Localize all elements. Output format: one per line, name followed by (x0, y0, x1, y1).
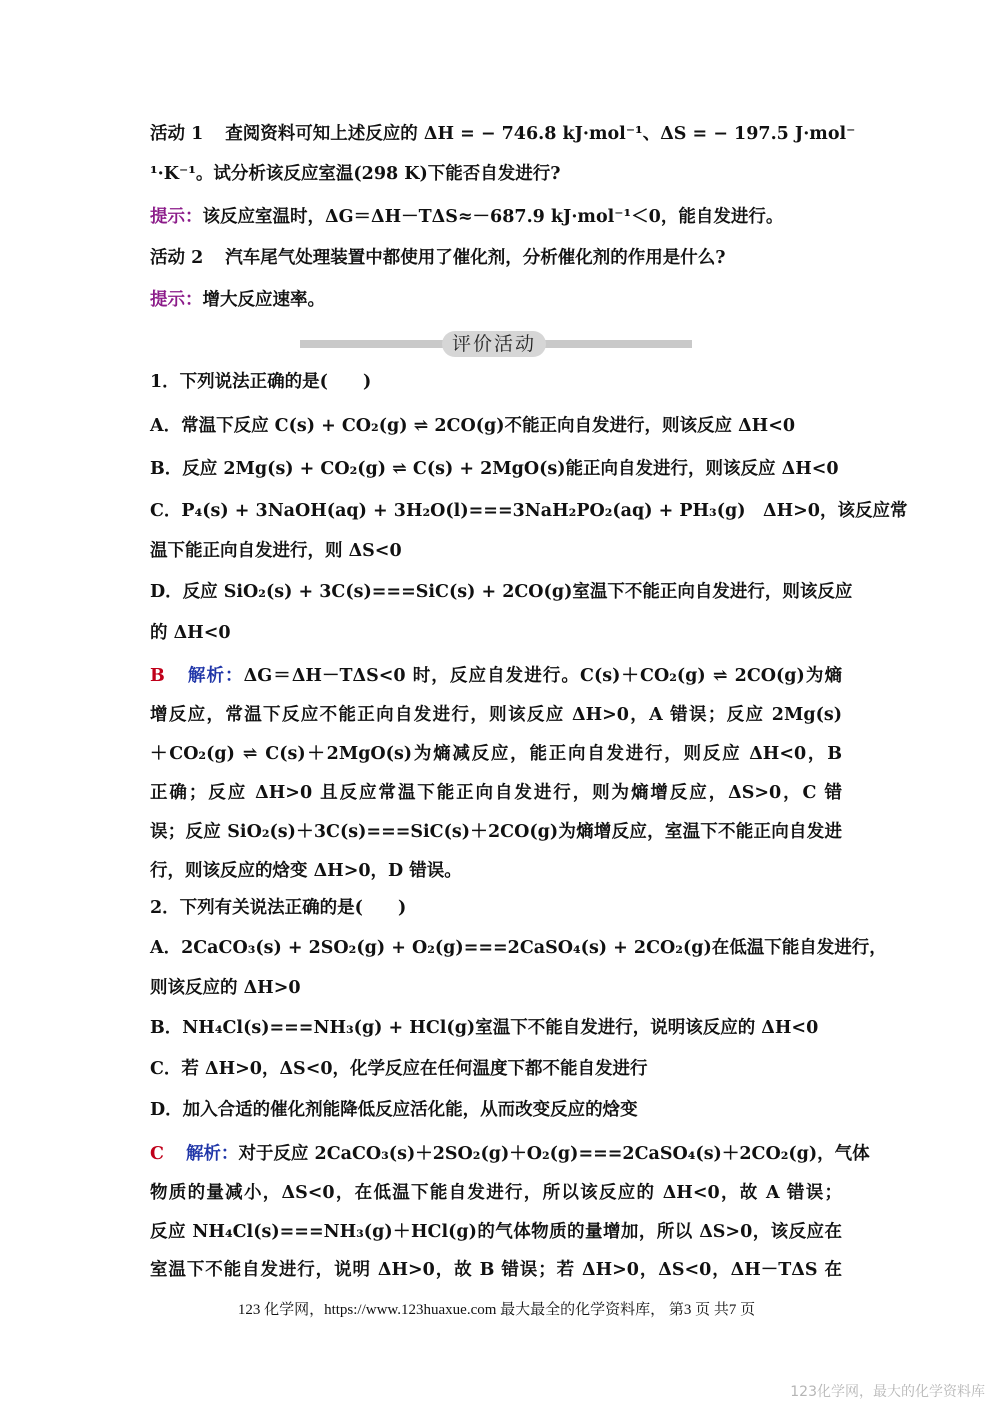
q2-analysis-line-2: 物质的量减小，ΔS<0，在低温下能自发进行，所以该反应的 ΔH<0，故 A 错误； (150, 1183, 842, 1203)
activity-1-line-1 (150, 122, 856, 146)
q2-analysis-text-1: 对于反应 2CaCO₃(s)＋2SO₂(g)＋O₂(g)===2CaSO₄(s)＋2CO₂(g)，气体 (238, 1144, 870, 1164)
q2-analysis-line-1 (150, 1142, 870, 1166)
q2-stem: 2．下列有关说法正确的是( ) (150, 898, 407, 918)
q1-analysis-line-3: ＋CO₂(g) ⇌ C(s)＋2MgO(s)为熵减反应，能正向自发进行，则反应 ΔH<0，B (150, 744, 842, 764)
hint-1 (150, 205, 842, 229)
activity-1-label: 活动 1 (150, 124, 204, 144)
q1-option-c-line-2: 温下能正向自发进行，则 ΔS<0 (150, 541, 402, 561)
q2-analysis-line-3: 反应 NH₄Cl(s)===NH₃(g)＋HCl(g)的气体物质的量增加，所以 ΔS>0，该反应在 (150, 1222, 842, 1242)
q2-option-d: D．加入合适的催化剂能降低反应活化能，从而改变反应的焓变 (150, 1100, 638, 1120)
watermark: 123化学网，最大的化学资料库 (790, 1384, 985, 1400)
q1-analysis-line-2: 增反应，常温下反应不能正向自发进行，则该反应 ΔH>0，A 错误；反应 2Mg(s) (150, 705, 842, 725)
activity-1-line-2: ¹·K⁻¹。试分析该反应室温(298 K)下能否自发进行? (150, 164, 561, 184)
q2-answer: C (150, 1144, 164, 1164)
hint-1-label: 提示： (150, 207, 203, 227)
q1-option-a: A．常温下反应 C(s) + CO₂(g) ⇌ 2CO(g)不能正向自发进行，则该反应 ΔH<0 (150, 416, 796, 436)
q1-analysis-line-1 (150, 664, 842, 688)
q1-option-c-line-1: C．P₄(s) + 3NaOH(aq) + 3H₂O(l)===3NaH₂PO₂(aq) + PH₃(g) ΔH>0，该反应常 (150, 501, 908, 521)
activity-1-text: 查阅资料可知上述反应的 ΔH = − 746.8 kJ·mol⁻¹、ΔS = − 197.5 J·mol⁻ (225, 124, 856, 144)
q1-analysis-line-6: 行，则该反应的焓变 ΔH>0，D 错误。 (150, 861, 462, 881)
q1-answer: B (150, 666, 165, 686)
q1-analysis-label: 解析： (186, 666, 244, 686)
q2-option-c: C．若 ΔH>0，ΔS<0，化学反应在任何温度下都不能自发进行 (150, 1059, 648, 1079)
q1-analysis-line-4: 正确；反应 ΔH>0 且反应常温下能正向自发进行，则为熵增反应，ΔS>0，C 错 (150, 783, 842, 803)
q1-analysis-line-5: 误；反应 SiO₂(s)＋3C(s)===SiC(s)＋2CO(g)为熵增反应，室温下不能正向自发进 (150, 822, 842, 842)
q2-option-a-line-2: 则该反应的 ΔH>0 (150, 978, 301, 998)
q2-option-a-line-1: A．2CaCO₃(s) + 2SO₂(g) + O₂(g)===2CaSO₄(s) + 2CO₂(g)在低温下能自发进行， (150, 938, 887, 958)
activity-2-text: 汽车尾气处理装置中都使用了催化剂，分析催化剂的作用是什么? (225, 248, 726, 268)
q1-option-d-line-2: 的 ΔH<0 (150, 623, 231, 643)
q1-option-d-line-1: D．反应 SiO₂(s) + 3C(s)===SiC(s) + 2CO(g)室温下不能正向自发进行，则该反应 (150, 582, 853, 602)
q2-analysis-label: 解析： (185, 1144, 239, 1164)
banner-label: 评价活动 (442, 331, 546, 357)
q2-option-b: B．NH₄Cl(s)===NH₃(g) + HCl(g)室温下不能自发进行，说明该反应的 ΔH<0 (150, 1018, 819, 1038)
hint-1-text: 该反应室温时，ΔG＝ΔH－TΔS≈－687.9 kJ·mol⁻¹＜0，能自发进行。 (202, 207, 784, 227)
q2-analysis-line-4: 室温下不能自发进行，说明 ΔH>0，故 B 错误；若 ΔH>0，ΔS<0，ΔH－TΔS 在 (150, 1260, 842, 1280)
hint-2-text: 增大反应速率。 (202, 290, 325, 310)
page-footer: 123 化学网，https://www.123huaxue.com 最大最全的化学资料库， 第3 页 共7 页 (237, 1302, 756, 1318)
hint-2-label: 提示： (150, 290, 203, 310)
section-banner (300, 331, 692, 357)
activity-2 (150, 246, 842, 270)
q1-option-b: B．反应 2Mg(s) + CO₂(g) ⇌ C(s) + 2MgO(s)能正向自发进行，则该反应 ΔH<0 (150, 459, 839, 479)
hint-2 (150, 288, 842, 312)
activity-2-label: 活动 2 (150, 248, 204, 268)
q1-stem: 1．下列说法正确的是( ) (150, 372, 372, 392)
q1-analysis-text-1: ΔG＝ΔH－TΔS<0 时，反应自发进行。C(s)＋CO₂(g) ⇌ 2CO(g)为熵 (243, 666, 843, 686)
